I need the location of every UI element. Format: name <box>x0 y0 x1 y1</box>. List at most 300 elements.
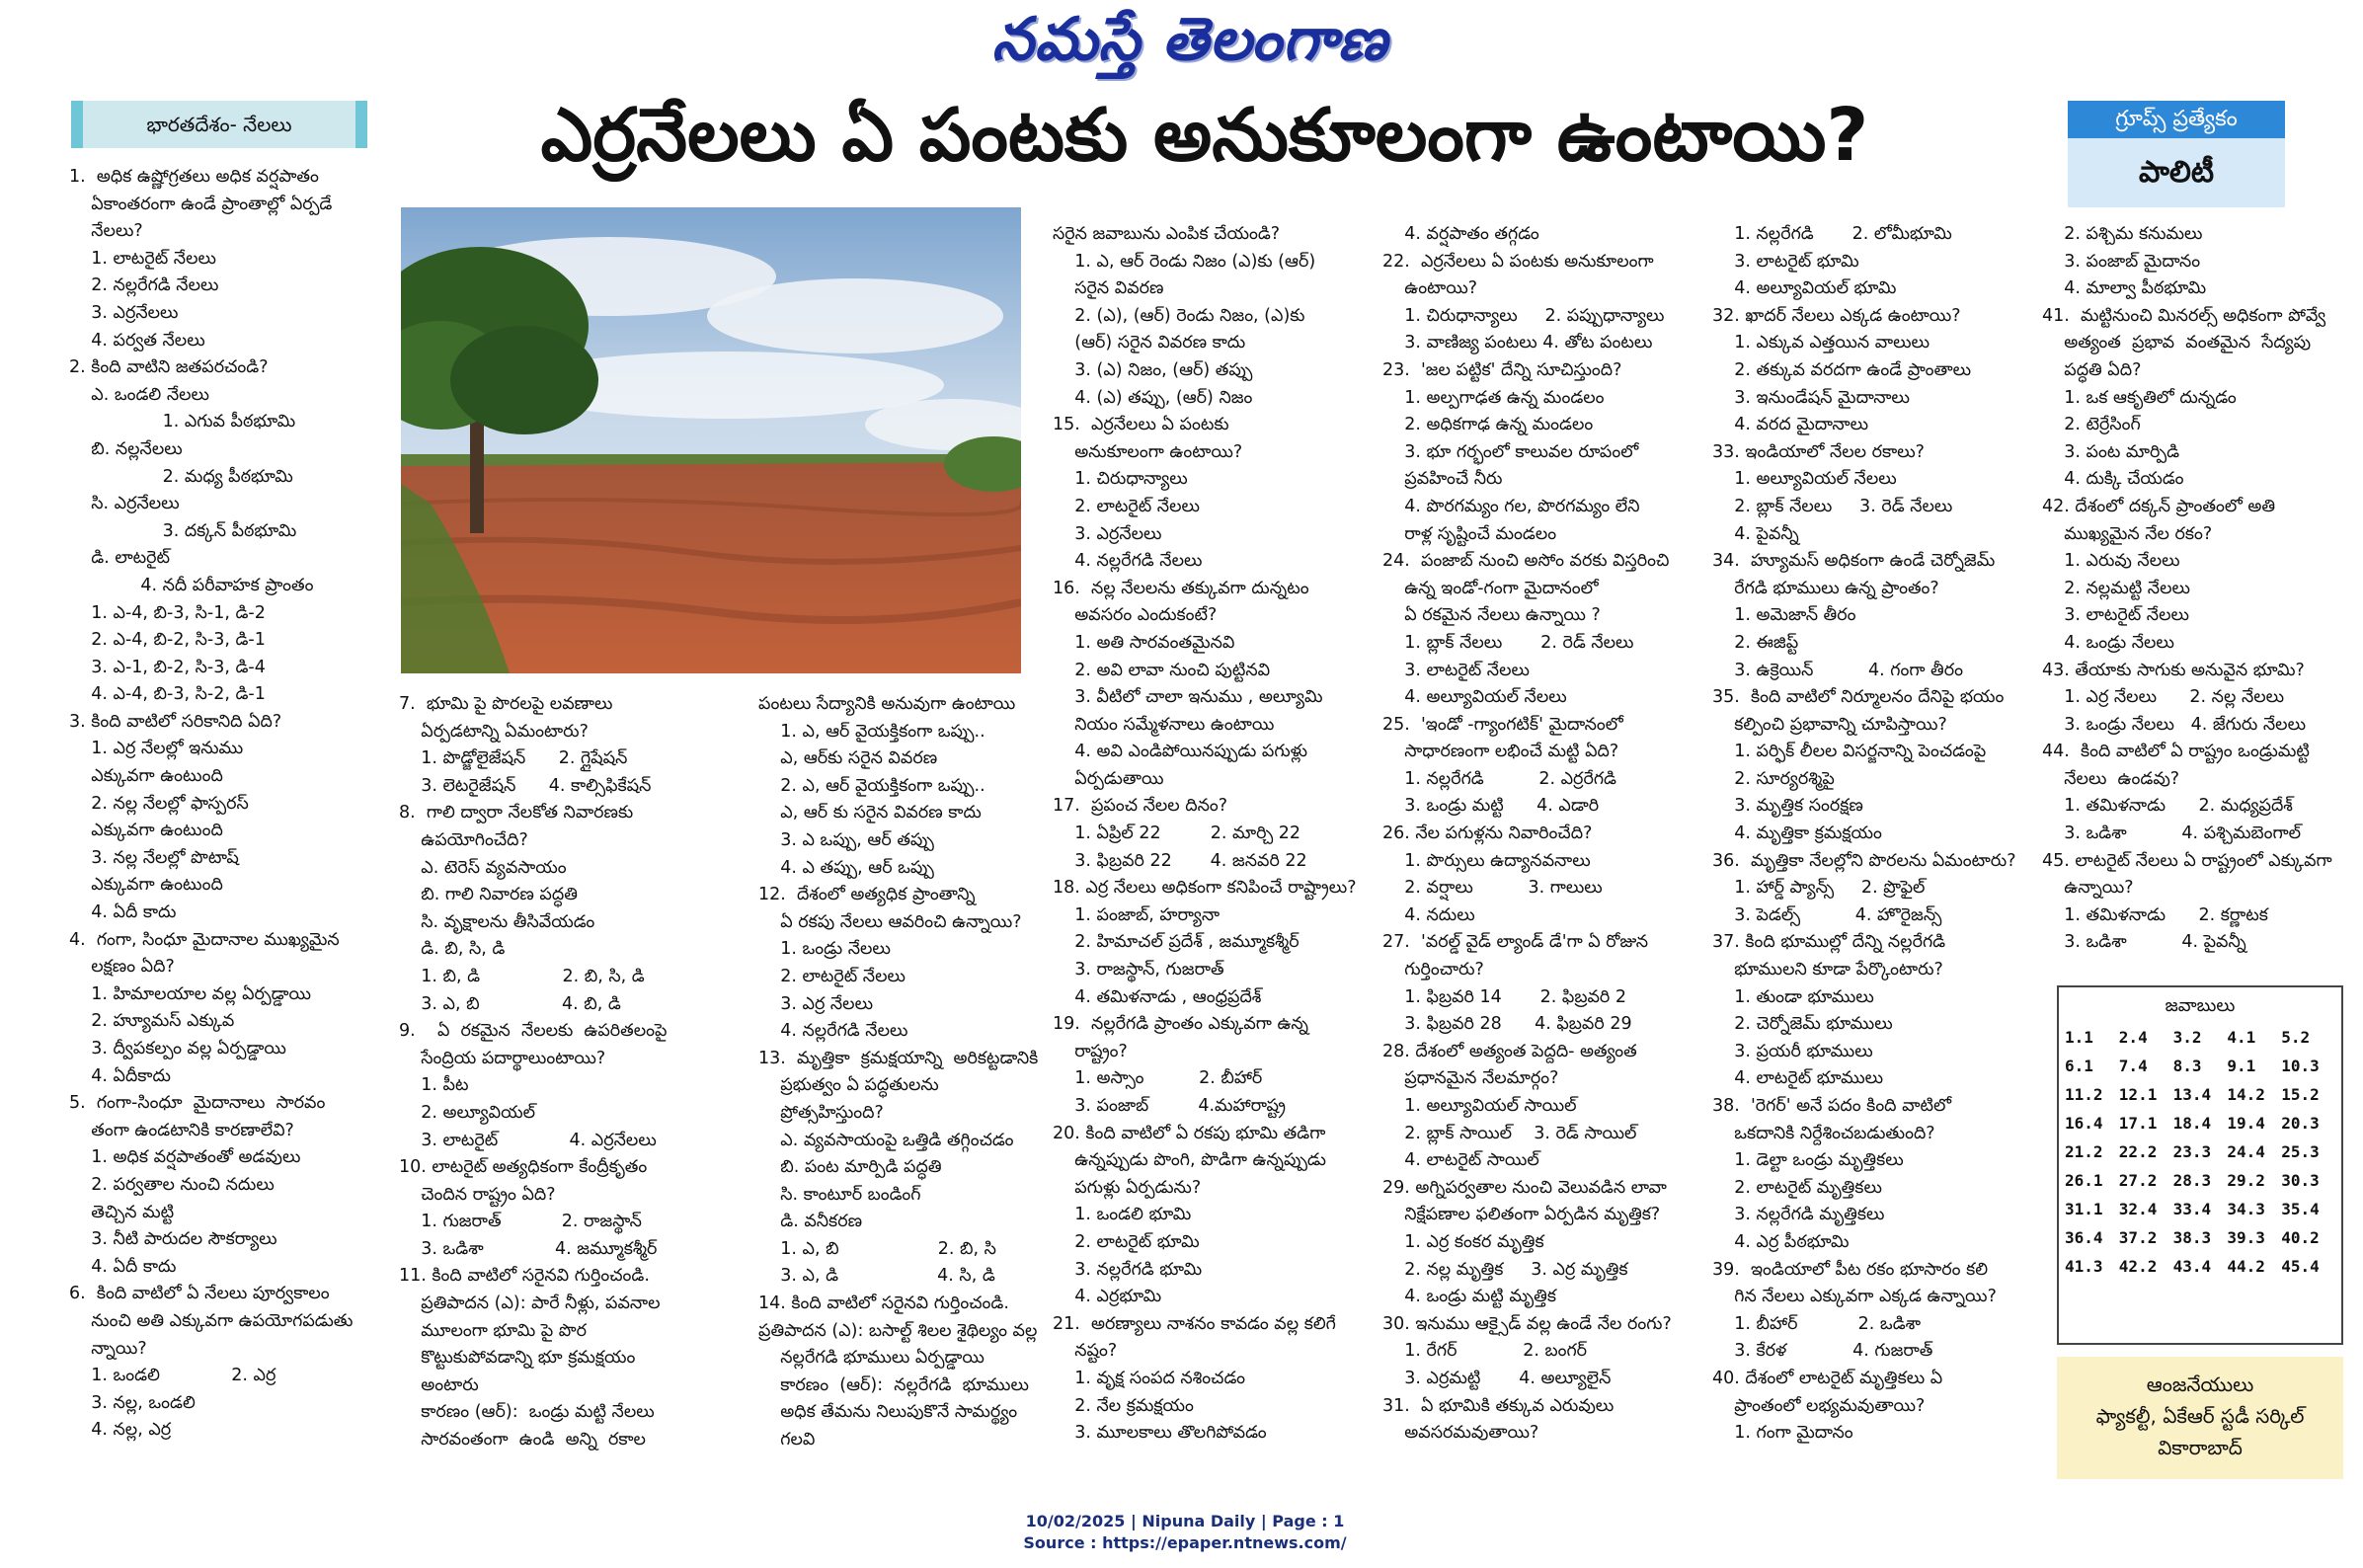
question-line: 36. మృత్తికా నేలల్లోని పొరలను ఏమంటారు? <box>1712 850 2016 871</box>
question-line: 42. దేశంలో దక్కన్ ప్రాంతంలో అతి <box>2042 496 2276 516</box>
question-line: 4. ఏదీకాదు <box>69 1065 171 1086</box>
question-line: 13. మృత్తికా క్రమక్షయాన్ని అరికట్టడానికి <box>758 1048 1039 1068</box>
answer-item: 22.2 <box>2118 1142 2158 1161</box>
article-column-3 <box>758 691 1038 1454</box>
question-line: 19. నల్లరేగడి ప్రాంతం ఎక్కువగా ఉన్న <box>1053 1014 1308 1035</box>
question-line: 1. రేగర్ 2. బంగర్ <box>1382 1341 1588 1362</box>
question-line: 1. అల్యూవియల్ సాయిల్ <box>1382 1096 1577 1116</box>
question-line: 4. ఒండ్రు మట్టి మృత్తిక <box>1382 1287 1556 1307</box>
question-line: నేలలు? <box>69 221 143 242</box>
question-line: ప్రాంతంలో లభ్యమవుతాయి? <box>1712 1395 1926 1416</box>
question-line: లక్షణం ఏది? <box>69 957 175 978</box>
question-line: 21. అరణ్యాలు నాశనం కావడం వల్ల కలిగే <box>1053 1313 1336 1334</box>
answer-item: 4.1 <box>2227 1028 2256 1047</box>
question-line: 38. 'రెగర్' అనే పదం కింది వాటిలో <box>1712 1096 1951 1116</box>
question-line: 18. ఎర్ర నేలలు అధికంగా కనిపించే రాష్ట్రాలు? <box>1053 878 1357 899</box>
question-line: 1. ఎగువ పీఠభూమి <box>69 412 296 432</box>
question-line: 1. పీట <box>399 1075 469 1096</box>
question-line: 1. గంగా మైదానం <box>1712 1423 1853 1444</box>
question-line: 4. నదీ పరీవాహక ప్రాంతం <box>69 575 314 595</box>
question-line: 1. బ్లాక్ నేలలు 2. రెడ్ నేలలు <box>1382 632 1634 653</box>
answer-item: 12.1 <box>2118 1085 2158 1104</box>
question-line: 3. రాజస్థాన్, గుజరాత్ <box>1053 960 1224 980</box>
question-line: 3. నల్లరేగడి భూమి <box>1053 1259 1203 1280</box>
question-line: గుర్తించారు? <box>1382 960 1484 980</box>
question-line: 1. ఒండలి భూమి <box>1053 1205 1192 1225</box>
answer-item: 32.4 <box>2118 1200 2158 1218</box>
question-line: 1. చిరుధాన్యాలు <box>1053 469 1188 490</box>
question-line: 2. నల్లరేగడి నేలలు <box>69 275 219 296</box>
question-line: 3. ఉక్రెయిన్ 4. గంగా తీరం <box>1712 660 1963 680</box>
question-line: 3. ఒండ్రు నేలలు 4. జేగురు నేలలు <box>2042 714 2307 735</box>
question-line: సేంద్రియ పదార్థాలుంటాయి? <box>399 1048 606 1068</box>
answer-item: 45.4 <box>2281 1257 2320 1276</box>
answer-item: 9.1 <box>2227 1057 2256 1075</box>
question-line: 4. లాటరైట్ సాయిల్ <box>1382 1150 1539 1171</box>
question-line: సారవంతంగా ఉండి అన్ని రకాల <box>399 1430 646 1450</box>
question-line: 1. ఫిబ్రవరి 14 2. ఫిబ్రవరి 2 <box>1382 986 1627 1007</box>
question-line: ఉన్న ఇండో-గంగా మైదానంలో <box>1382 578 1599 598</box>
question-line: 4. నదులు <box>1382 904 1475 925</box>
question-line: 3. ఒడిశా 4. జమ్మూకశ్మీర్ <box>399 1238 658 1259</box>
question-line: 3. ఒడిశా 4. పశ్చిమబెంగాల్ <box>2042 823 2302 844</box>
question-line: 41. మట్టినుంచి మినరల్స్ అధికంగా పోవ్వే <box>2042 305 2326 326</box>
question-line: 2. కింది వాటిని జతపరచండి? <box>69 357 269 378</box>
question-line: 1. పొడ్జోలైజేషన్ 2. గ్లైషేషన్ <box>399 748 628 769</box>
question-line: పంటలు సేద్యానికి అనువుగా ఉంటాయి <box>758 694 1016 714</box>
question-line: 4. అల్యూవియల్ నేలలు <box>1382 687 1567 708</box>
answer-key-box <box>2057 985 2343 1345</box>
question-line: 2. అధికగాఢ ఉన్న మండలం <box>1382 415 1594 435</box>
answer-item: 5.2 <box>2281 1028 2311 1047</box>
question-line: 1. తమిళనాడు 2. మధ్యప్రదేశ్ <box>2042 796 2293 817</box>
question-line: 4. వరద మైదానాలు <box>1712 415 1869 435</box>
answer-item: 44.2 <box>2227 1257 2265 1276</box>
question-line: రాళ్ల సృష్టించే మండలం <box>1382 523 1557 544</box>
answer-item: 29.2 <box>2227 1171 2265 1190</box>
question-line: 2. వర్షాలు 3. గాలులు <box>1382 878 1603 899</box>
question-line: ప్రోత్సహిస్తుంది? <box>758 1102 884 1123</box>
question-line: 4. పొరగమ్యం గల, పొరగమ్యం లేని <box>1382 496 1640 516</box>
question-line: 1. అల్పగాఢత ఉన్న మండలం <box>1382 387 1605 408</box>
question-line: 1. ఎరువు నేలలు <box>2042 551 2180 572</box>
red-soil-field-photo <box>401 207 1021 673</box>
answer-item: 43.4 <box>2172 1257 2212 1276</box>
question-line: 1. హార్డ్ ప్యాన్స్ 2. ప్రొఫైల్ <box>1712 878 1926 899</box>
question-line: ఏ రకమైన నేలలు ఉన్నాయి ? <box>1382 605 1601 626</box>
article-column-1 <box>69 164 353 1445</box>
question-line: కారణం (ఆర్): ఒండ్రు మట్టి నేలలు <box>399 1402 655 1423</box>
question-line: నుంచి అతి ఎక్కువగా ఉపయోగపడుతు <box>69 1310 354 1331</box>
question-line: 3. లాటరైట్ నేలలు <box>2042 605 2189 626</box>
answer-item: 2.4 <box>2118 1028 2148 1047</box>
author-city: వికారాబాద్ <box>2158 1436 2243 1459</box>
question-line: 1. ఎక్కువ ఎత్తయిన వాలులు <box>1712 333 1930 353</box>
question-line: అవసరమవుతాయి? <box>1382 1423 1539 1444</box>
question-line: పగుళ్లు ఏర్పడును? <box>1053 1177 1202 1198</box>
article-column-7 <box>2042 221 2332 957</box>
question-line: 1. ఎర్ర నేలల్లో ఇనుము <box>69 739 244 759</box>
question-line: 3. ప్రయరీ భూములు <box>1712 1041 1873 1061</box>
question-line: 39. ఇండియాలో పీట రకం భూసారం కలి <box>1712 1259 1989 1280</box>
question-line: 1. డెల్టా ఒండ్రు మృత్తికలు <box>1712 1150 1904 1171</box>
question-line: 3. ఎ ఒప్పు, ఆర్ తప్పు <box>758 829 934 850</box>
question-line: 3. మూలకాలు తొలగిపోవడం <box>1053 1423 1267 1444</box>
question-line: ఎక్కువగా ఉంటుంది <box>69 875 223 896</box>
question-line: 1. బి, డి 2. బి, సి, డి <box>399 966 645 986</box>
question-line: బి. పంట మార్పిడి పద్ధతి <box>758 1157 942 1178</box>
question-line: 1. ఎ, బి 2. బి, సి <box>758 1238 996 1259</box>
question-line: 3. లాటరైట్ భూమి <box>1712 251 1859 272</box>
question-line: 1. గుజరాత్ 2. రాజస్థాన్ <box>399 1212 642 1232</box>
question-line: 3. ఎ-1, బి-2, సి-3, డి-4 <box>69 657 266 677</box>
article-headline: ఎర్రనేలలు ఏ పంటకు అనుకూలంగా ఉంటాయి? <box>540 93 1869 178</box>
question-line: 4. పైవన్నీ <box>1712 523 1799 544</box>
question-line: 1. పంజాబ్, హర్యానా <box>1053 904 1221 925</box>
groups-special-tag <box>2068 101 2285 207</box>
question-line: నల్లరేగడి భూములు ఏర్పడ్డాయి <box>758 1348 985 1369</box>
question-line: 2. నేల క్రమక్షయం <box>1053 1395 1194 1416</box>
answer-item: 10.3 <box>2281 1057 2320 1075</box>
question-line: 1. అతి సారవంతమైనవి <box>1053 632 1235 653</box>
article-column-2 <box>399 691 668 1454</box>
question-line: 3. వాణిజ్య పంటలు 4. తోట పంటలు <box>1382 333 1653 353</box>
question-line: సాధారణంగా లభించే మట్టి ఏది? <box>1382 742 1619 762</box>
question-line: 4. ఎ-4, బి-3, సి-2, డి-1 <box>69 684 266 705</box>
question-line: 4. ఏదీ కాదు <box>69 902 177 923</box>
question-line: 1. ఎర్ర నేలలు 2. నల్ల నేలలు <box>2042 687 2285 708</box>
question-line: ఉన్నప్పుడు పొంగి, పొడిగా ఉన్నప్పుడు <box>1053 1150 1326 1171</box>
question-line: 3. లాటరైట్ 4. ఎర్రనేలలు <box>399 1130 657 1150</box>
question-line: 2. లాటరైట్ నేలలు <box>1053 496 1200 516</box>
question-line: 3. మృత్తిక సంరక్షణ <box>1712 796 1863 817</box>
footer-date-line: 10/02/2025 | Nipuna Daily | Page : 1 <box>1025 1512 1345 1530</box>
answer-item: 38.3 <box>2172 1228 2212 1247</box>
question-line: 34. హ్యూమస్ అధికంగా ఉండే చెర్నోజెమ్ <box>1712 551 1996 572</box>
question-line: 10. లాటరైట్ అత్యధికంగా కేంద్రీకృతం <box>399 1157 648 1178</box>
question-line: సి. ఎర్రనేలలు <box>69 494 180 514</box>
question-line: 3. నీటి పారుదల సౌకర్యాలు <box>69 1229 277 1250</box>
question-line: 2. మధ్య పీఠభూమి <box>69 466 293 487</box>
question-line: 2. బ్లాక్ సాయిల్ 3. రెడ్ సాయిల్ <box>1382 1123 1637 1143</box>
answer-item: 41.3 <box>2065 1257 2103 1276</box>
answer-item: 18.4 <box>2172 1114 2212 1133</box>
question-line: 3. పంట మార్పిడి <box>2042 441 2180 462</box>
question-line: 4. మృత్తికా క్రమక్షయం <box>1712 823 1882 844</box>
question-line: ఏకాంతరంగా ఉండే ప్రాంతాల్లో ఏర్పడే <box>69 194 333 214</box>
question-line: 2. తక్కువ వరదగా ఉండే ప్రాంతాలు <box>1712 359 1972 380</box>
question-line: 3. ఒడిశా 4. పైవన్నీ <box>2042 932 2246 953</box>
question-line: 1. ఎ, ఆర్ రెండు నిజం (ఎ)కు (ఆర్) <box>1053 251 1316 272</box>
question-line: 3. నల్లరేగడి మృత్తికలు <box>1712 1205 1885 1225</box>
question-line: మూలంగా భూమి పై పొర <box>399 1320 587 1341</box>
question-line: 3. నల్ల, ఒండలి <box>69 1392 196 1413</box>
answer-item: 17.1 <box>2118 1114 2158 1133</box>
question-line: 1. పొర్సులు ఉద్యానవనాలు <box>1382 850 1591 871</box>
answer-item: 21.2 <box>2065 1142 2103 1161</box>
answer-item: 8.3 <box>2172 1057 2202 1075</box>
question-line: 29. అగ్నిపర్వతాల నుంచి వెలువడిన లావా <box>1382 1177 1667 1198</box>
question-line: 9. ఏ రకమైన నేలలకు ఉపరితలంపై <box>399 1021 668 1042</box>
question-line: 4. ఎ తప్పు, ఆర్ ఒప్పు <box>758 857 934 878</box>
question-line: 1. చిరుధాన్యాలు 2. పప్పుధాన్యాలు <box>1382 305 1665 326</box>
question-line: 4. ఎర్ర పీఠభూమి <box>1712 1231 1850 1252</box>
question-line: 1. పర్ఫిక్ లీలల విసర్జనాన్ని పెంచడంపై <box>1712 742 1987 762</box>
question-line: ప్రతిపాదన (ఎ): పారే నీళ్లు, పవనాల <box>399 1294 661 1314</box>
answer-item: 15.2 <box>2281 1085 2320 1104</box>
question-line: భూములని కూడా పేర్కొంటారు? <box>1712 960 1943 980</box>
question-line: 44. కింది వాటిలో ఏ రాష్ట్రం ఒండ్రుమట్టి <box>2042 742 2310 762</box>
question-line: 5. గంగా-సింధూ మైదానాలు సారవం <box>69 1093 326 1114</box>
question-line: 3. ఇనుండేషన్ మైదానాలు <box>1712 387 1910 408</box>
question-line: నష్టం? <box>1053 1341 1118 1362</box>
question-line: 3. పంజాబ్ 4.మహారాష్ట్ర <box>1053 1096 1287 1116</box>
question-line: 15. ఎర్రనేలలు ఏ పంటకు <box>1053 415 1229 435</box>
article-column-6 <box>1712 221 2016 1448</box>
author-name: ఆంజనేయులు <box>2146 1372 2254 1396</box>
question-line: తంగా ఉండటానికి కారణాలేవి? <box>69 1120 294 1140</box>
question-line: 3. భూ గర్భంలో కాలువల రూపంలో <box>1382 441 1639 462</box>
question-line: 1. వృక్ష సంపద నశించడం <box>1053 1368 1246 1388</box>
question-line: 2. చెర్నోజెమ్ భూములు <box>1712 1014 1893 1035</box>
question-line: రాష్ట్రం? <box>1053 1041 1128 1061</box>
question-line: కొట్టుకుపోవడాన్ని భూ క్రమక్షయం <box>399 1348 636 1369</box>
question-line: చెందిన రాష్ట్రం ఏది? <box>399 1184 556 1205</box>
question-line: బి. నల్లనేలలు <box>69 438 183 459</box>
answer-item: 28.3 <box>2172 1171 2212 1190</box>
question-line: 1. ఎ, ఆర్ వైయక్తికంగా ఒప్పు.. <box>758 721 985 742</box>
question-line: నేలలు ఉండవు? <box>2042 768 2180 789</box>
question-line: 3. లాటరైట్ నేలలు <box>1382 660 1530 680</box>
question-line: 1. ఎ-4, బి-3, సి-1, డి-2 <box>69 602 266 623</box>
question-line: 2. ఈజిప్ట్ <box>1712 632 1799 653</box>
question-line: 22. ఎర్రనేలలు ఏ పంటకు అనుకూలంగా <box>1382 251 1654 272</box>
question-line: 33. ఇండియాలో నేలల రకాలు? <box>1712 441 1925 462</box>
question-line: 2. టెర్రేసింగ్ <box>2042 415 2141 435</box>
question-line: ఎక్కువగా ఉంటుంది <box>69 821 223 841</box>
question-line: సి. కాంటూర్ బండింగ్ <box>758 1184 921 1205</box>
question-line: 3. పెడల్స్ 4. హొరైజన్స్ <box>1712 904 1942 925</box>
answer-item: 36.4 <box>2065 1228 2103 1247</box>
question-line: 11. కింది వాటిలో సరైనవి గుర్తించండి. <box>399 1266 650 1287</box>
question-line: ఎ. వ్యవసాయంపై ఒత్తిడి తగ్గించడం <box>758 1130 1014 1150</box>
question-line: ఉపయోగించేది? <box>399 829 528 850</box>
question-line: 8. గాలి ద్వారా నేలకోత నివారణకు <box>399 803 634 823</box>
question-line: నిక్షేపణాల ఫలితంగా ఏర్పడిన మృత్తిక? <box>1382 1205 1661 1225</box>
question-line: 2. ఎ, ఆర్ వైయక్తికంగా ఒప్పు.. <box>758 775 985 796</box>
answer-key-grid <box>2065 1028 2335 1276</box>
question-line: 14. కింది వాటిలో సరైనవి గుర్తించండి. <box>758 1294 1009 1314</box>
question-line: 2. (ఎ), (ఆర్) రెండు నిజం, (ఎ)కు <box>1053 305 1305 326</box>
question-line: ప్రభుత్వం ఏ పద్ధతులను <box>758 1075 939 1096</box>
page-footer <box>889 1511 1481 1554</box>
question-line: 1. అస్సాం 2. బీహార్ <box>1053 1068 1263 1089</box>
answer-item: 37.2 <box>2118 1228 2158 1247</box>
article-column-5 <box>1382 221 1672 1448</box>
question-line: కారణం (ఆర్): నల్లరేగడి భూములు <box>758 1374 1029 1395</box>
question-line: 3. ఎ, డి 4. సి, డి <box>758 1266 995 1287</box>
answer-item: 34.3 <box>2227 1200 2265 1218</box>
answer-item: 40.2 <box>2281 1228 2320 1247</box>
answer-item: 20.3 <box>2281 1114 2320 1133</box>
groups-tag-subject: పాలిటీ <box>2068 138 2285 207</box>
question-line: ప్రవహించే నీరు <box>1382 469 1503 490</box>
question-line: 2. హ్యూమస్ ఎక్కువ <box>69 1011 235 1032</box>
question-line: 32. ఖాదర్ నేలలు ఎక్కడ ఉంటాయి? <box>1712 305 1961 326</box>
author-organization: ఫ్యాకల్టీ, ఏకేఆర్ స్టడీ సర్కిల్ <box>2095 1404 2305 1428</box>
question-line: 17. ప్రపంచ నేలల దినం? <box>1053 796 1228 817</box>
question-line: 2. బ్లాక్ నేలలు 3. రెడ్ నేలలు <box>1712 496 1953 516</box>
question-line: ఏ రకపు నేలలు ఆవరించి ఉన్నాయి? <box>758 911 1022 932</box>
question-line: అంటారు <box>399 1374 479 1395</box>
question-line: 4. తమిళనాడు , ఆంధ్రప్రదేశ్ <box>1053 986 1262 1007</box>
question-line: 3. ఎర్రమట్టి 4. అల్యూలైన్ <box>1382 1368 1612 1388</box>
question-line: 3. ఎర్ర నేలలు <box>758 993 874 1014</box>
answer-item: 16.4 <box>2065 1114 2103 1133</box>
answer-item: 27.2 <box>2118 1171 2158 1190</box>
question-line: 27. 'వరల్డ్ వైడ్ ల్యాండ్ డే'గా ఏ రోజున <box>1382 932 1649 953</box>
question-line: (ఆర్) సరైన వివరణ కాదు <box>1053 333 1246 353</box>
question-line: 3. పంజాబ్ మైదానం <box>2042 251 2201 272</box>
question-line: 2. అవి లావా నుంచి పుట్టినవి <box>1053 660 1271 680</box>
question-line: 16. నల్ల నేలలను తక్కువగా దున్నటం <box>1053 578 1309 598</box>
question-line: 1. తమిళనాడు 2. కర్ణాటక <box>2042 904 2268 925</box>
question-line: ముఖ్యమైన నేల రకం? <box>2042 523 2213 544</box>
question-line: 4. ఒండ్రు నేలలు <box>2042 632 2174 653</box>
question-line: న్నాయి? <box>69 1338 147 1359</box>
question-line: 1. ఒండ్రు నేలలు <box>758 939 891 960</box>
question-line: 2. ఎ-4, బి-2, సి-3, డి-1 <box>69 630 266 651</box>
question-line: 7. భూమి పై పొరలపై లవణాలు <box>399 694 613 714</box>
author-credit-box <box>2057 1357 2343 1479</box>
question-line: 4. ఏదీ కాదు <box>69 1256 177 1277</box>
question-line: ఎక్కువగా ఉంటుంది <box>69 766 223 787</box>
question-line: 1. నల్లరేగడి 2. ఎర్రరేగడి <box>1382 768 1616 789</box>
question-line: 3. (ఎ) నిజం, (ఆర్) తప్పు <box>1053 359 1253 380</box>
question-line: 4. మాల్వా పీఠభూమి <box>2042 278 2207 299</box>
question-line: ఎ, ఆర్ కు సరైన వివరణ కాదు <box>758 803 982 823</box>
question-line: 4. లాటరైట్ భూములు <box>1712 1068 1884 1089</box>
question-line: ఏర్పడటాన్ని ఏమంటారు? <box>399 721 589 742</box>
question-line: 4. నల్లరేగడి నేలలు <box>1053 551 1203 572</box>
question-line: 2. లాటరైట్ మృత్తికలు <box>1712 1177 1882 1198</box>
question-line: సరైన జవాబును ఎంపిక చేయండి? <box>1053 224 1281 244</box>
question-line: 4. వర్షపాతం తగ్గడం <box>1382 224 1539 244</box>
question-line: 4. (ఎ) తప్పు, (ఆర్) నిజం <box>1053 387 1253 408</box>
question-line: 12. దేశంలో అత్యధిక ప్రాంతాన్ని <box>758 885 976 905</box>
answer-item: 6.1 <box>2065 1057 2093 1075</box>
question-line: 3. కింది వాటిలో సరికానిది ఏది? <box>69 711 282 732</box>
question-line: గలవి <box>758 1430 816 1450</box>
question-line: 3. ఫిబ్రవరి 22 4. జనవరి 22 <box>1053 850 1307 871</box>
answer-item: 30.3 <box>2281 1171 2320 1190</box>
question-line: 3. నల్ల నేలల్లో పొటాష్ <box>69 847 239 868</box>
answer-item: 33.4 <box>2172 1200 2212 1218</box>
question-line: అవసరం ఎందుకంటే? <box>1053 605 1218 626</box>
question-line: 1. అల్యూవియల్ నేలలు <box>1712 469 1897 490</box>
question-line: ఒకదానికి నిర్దేశించబడుతుంది? <box>1712 1123 1935 1143</box>
question-line: ప్రధానమైన నేలమార్గం? <box>1382 1068 1559 1089</box>
question-line: 3. కేరళ 4. గుజరాత్ <box>1712 1341 1933 1362</box>
question-line: అత్యంత ప్రభావ వంతమైన సేద్యపు <box>2042 333 2312 353</box>
question-line: 4. అల్యూవియల్ భూమి <box>1712 278 1897 299</box>
question-line: 4. ఎర్రభూమి <box>1053 1287 1162 1307</box>
answer-item: 31.1 <box>2065 1200 2103 1218</box>
question-line: 2. లాటరైట్ నేలలు <box>758 966 906 986</box>
question-line: 1. లాటరైట్ నేలలు <box>69 248 216 269</box>
question-line: 1. హిమాలయాల వల్ల ఏర్పడ్డాయి <box>69 983 312 1004</box>
question-line: 45. లాటరైట్ నేలలు ఏ రాష్ట్రంలో ఎక్కువగా <box>2042 850 2332 871</box>
question-line: 2. లాటరైట్ భూమి <box>1053 1231 1200 1252</box>
question-line: 3. వీటిలో చాలా ఇనుము , అల్యూమి <box>1053 687 1323 708</box>
question-line: 24. పంజాబ్ నుంచి అసోం వరకు విస్తరించి <box>1382 551 1670 572</box>
question-line: 4. నల్ల, ఎర్ర <box>69 1420 172 1441</box>
article-column-4 <box>1053 221 1356 1448</box>
question-line: ఎ. ఒండలి నేలలు <box>69 384 209 405</box>
answer-item: 39.3 <box>2227 1228 2265 1247</box>
question-line: బి. గాలి నివారణ పద్ధతి <box>399 885 578 905</box>
question-line: ప్రతిపాదన (ఎ): బసాల్ట్ శిలల శైథిల్యం వల్ల <box>758 1320 1038 1341</box>
question-line: 43. తేయాకు సాగుకు అనువైన భూమి? <box>2042 660 2305 680</box>
question-line: 1. అమెజాన్ తీరం <box>1712 605 1856 626</box>
answer-item: 26.1 <box>2065 1171 2103 1190</box>
question-line: 4. నల్లరేగడి నేలలు <box>758 1021 908 1042</box>
question-line: 1. అధిక ఉష్ణోగ్రతలు అధిక వర్షపాతం <box>69 167 319 187</box>
question-line: 4. పర్వత నేలలు <box>69 330 205 351</box>
newspaper-masthead: నమస్తే తెలంగాణ <box>991 5 1388 74</box>
question-line: 6. కింది వాటిలో ఏ నేలలు పూర్వకాలం <box>69 1284 330 1304</box>
question-line: 26. నేల పగుళ్లను నివారించేది? <box>1382 823 1593 844</box>
question-line: 3. ద్వీపకల్పం వల్ల ఏర్పడ్డాయి <box>69 1039 286 1058</box>
question-line: ఉన్నాయి? <box>2042 878 2134 899</box>
question-line: 20. కింది వాటిలో ఏ రకపు భూమి తడిగా <box>1053 1123 1326 1143</box>
answer-item: 13.4 <box>2172 1085 2212 1104</box>
question-line: ఎ, ఆర్‌కు సరైన వివరణ <box>758 748 938 769</box>
question-line: 28. దేశంలో అత్యంత పెద్దది- అత్యంత <box>1382 1041 1637 1061</box>
question-line: 3. దక్కన్ పీఠభూమి <box>69 520 297 541</box>
question-line: 23. 'జల పట్టిక' దేన్ని సూచిస్తుంది? <box>1382 359 1622 380</box>
question-line: 25. 'ఇండో -గ్యాంగటిక్' మైదానంలో <box>1382 714 1623 735</box>
question-line: 1. ఒక ఆకృతిలో దున్నడం <box>2042 387 2237 408</box>
question-line: 40. దేశంలో లాటరైట్ మృత్తికలు ఏ <box>1712 1368 1943 1388</box>
question-line: గిన నేలలు ఎక్కువగా ఎక్కడ ఉన్నాయి? <box>1712 1287 1997 1307</box>
answer-item: 25.3 <box>2281 1142 2320 1161</box>
question-line: సి. వృక్షాలను తీసివేయడం <box>399 911 595 932</box>
question-line: 35. కింది వాటిలో నిర్మూలనం దేనిపై భయం <box>1712 687 2005 708</box>
question-line: 3. లెటరైజేషన్ 4. కాల్సిఫికేషన్ <box>399 775 652 796</box>
question-line: తెచ్చిన మట్టి <box>69 1202 175 1222</box>
question-line: 37. కింది భూముల్లో దేన్ని నల్లరేగడి <box>1712 932 1946 953</box>
question-line: అధిక తేమను నిలుపుకొనే సామర్థ్యం <box>758 1402 1018 1423</box>
question-line: 3. ఫిబ్రవరి 28 4. ఫిబ్రవరి 29 <box>1382 1014 1632 1035</box>
answer-item: 3.2 <box>2172 1028 2202 1047</box>
question-line: ఎ. టెరెస్ వ్యవసాయం <box>399 857 567 878</box>
question-line: డి. లాటరైట్ <box>69 548 171 569</box>
question-line: 3. ఎర్రనేలలు <box>69 302 179 323</box>
answer-item: 19.4 <box>2227 1114 2265 1133</box>
question-line: 4. దుక్కి చేయడం <box>2042 469 2184 490</box>
question-line: 2. అల్యూవియల్ <box>399 1102 535 1123</box>
question-line: 2. సూర్యరశ్మిపై <box>1712 768 1835 789</box>
answer-item: 42.2 <box>2118 1257 2158 1276</box>
question-line: సరైన వివరణ <box>1053 278 1164 299</box>
question-line: పద్ధతి ఏది? <box>2042 359 2142 380</box>
question-line: 2. పశ్చిమ కనుమలు <box>2042 224 2203 244</box>
answer-item: 24.4 <box>2227 1142 2265 1161</box>
question-line: 1. ఒండలి 2. ఎర్ర <box>69 1366 276 1386</box>
answer-item: 14.2 <box>2227 1085 2265 1104</box>
question-line: 1. నల్లరేగడి 2. లోమీభూమి <box>1712 224 1952 244</box>
